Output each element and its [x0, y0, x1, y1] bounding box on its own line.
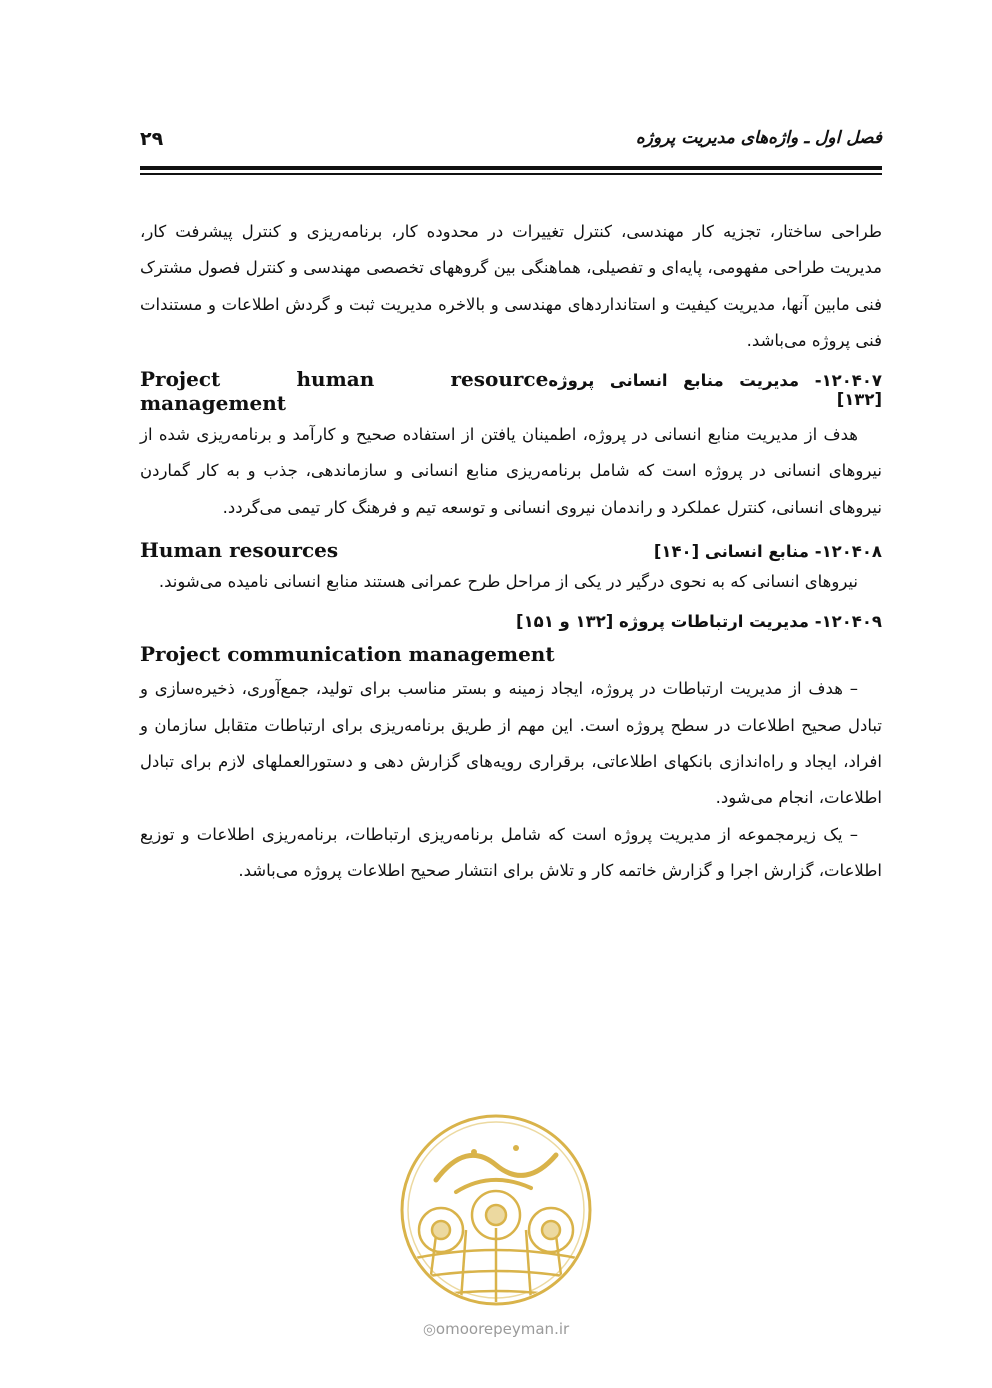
- page-number: ۲۹: [140, 128, 164, 150]
- section-paragraph: هدف از مدیریت منابع انسانی در پروژه، اطمینان یافتن از استفاده صحیح و کارآمد و برنامه‌ریزی شده از نیروهای انسانی در پروژه است که شامل برنامه‌ریزی منابع انسانی و سازماندهی، جذب و به کار گماردن نیروهای انسانی، کنترل عملکرد و راندمان نیروی انسانی و توسعه تیم و فرهنگ کار تیمی می‌گردد.: [140, 425, 882, 517]
- section-heading-communication-management: [140, 612, 882, 631]
- section-heading-human-resource-management: [140, 367, 882, 415]
- running-header-title: فصل اول ـ واژه‌های مدیریت پروژه: [635, 128, 882, 148]
- header-rule-thick: [140, 166, 882, 170]
- section-heading-en: Project human resource management: [140, 367, 549, 416]
- section-paragraph: – هدف از مدیریت ارتباطات در پروژه، ایجاد زمینه و بستر مناسب برای تولید، جمع‌آوری، ذخیره‌سازی و تبادل صحیح اطلاعات در سطح پروژه است. این مهم از طریق برنامه‌ریزی برای ارتباطات متقابل سازمان و افراد، ایجاد و راه‌اندازی بانکهای اطلاعاتی، برقراری رویه‌های گزارش دهی و دستورالعملهای لازم برای تبادل اطلاعات، انجام می‌شود.: [140, 679, 882, 808]
- globe-icon: ◎: [422, 1320, 436, 1338]
- publisher-seal-icon: [396, 1110, 596, 1315]
- intro-paragraph: طراحی ساختار، تجزیه کار مهندسی، کنترل تغییرات در محدوده کار، برنامه‌ریزی و کنترل پیشرفت کار، مدیریت طراحی مفهومی، پایه‌ای و تفصیلی، هماهنگی بین گروههای تخصصی مهندسی و کنترل فصول مشترک فنی مابین آنها، مدیریت کیفیت و استانداردهای مهندسی و بالاخره مدیریت ثبت و گردش اطلاعات و مستندات فنی پروژه می‌باشد.: [140, 222, 882, 350]
- watermark-caption: ◎omoorepeyman.ir: [422, 1320, 570, 1338]
- section-paragraph: نیروهای انسانی که به نحوی درگیر در یکی از مراحل طرح عمرانی هستند منابع انسانی نامیده می‌شوند.: [158, 572, 858, 592]
- watermark-logo: [396, 1110, 596, 1315]
- section-heading-fa: ۱۲۰۴۰۸- منابع انسانی [۱۴۰]: [653, 542, 882, 562]
- section-heading-fa: ۱۲۰۴۰۹- مدیریت ارتباطات پروژه [۱۳۲ و ۱۵۱]: [516, 612, 882, 632]
- section-heading-en: Human resources: [140, 538, 339, 563]
- section-paragraph: – یک زیرمجموعه از مدیریت پروژه است که شامل برنامه‌ریزی ارتباطات، برنامه‌ریزی اطلاعات و توزیع اطلاعات، گزارش اجرا و گزارش خاتمه کار و تلاش برای انتشار صحیح اطلاعات پروژه می‌باشد.: [140, 824, 882, 880]
- section-heading-fa: ۱۲۰۴۰۷- مدیریت منابع انسانی پروژه [۱۳۲]: [548, 371, 882, 410]
- section-heading-human-resources: [140, 538, 882, 562]
- header-rule-thin: [140, 173, 882, 175]
- section-heading-en: Project communication management: [140, 642, 555, 667]
- page-body: [140, 214, 882, 889]
